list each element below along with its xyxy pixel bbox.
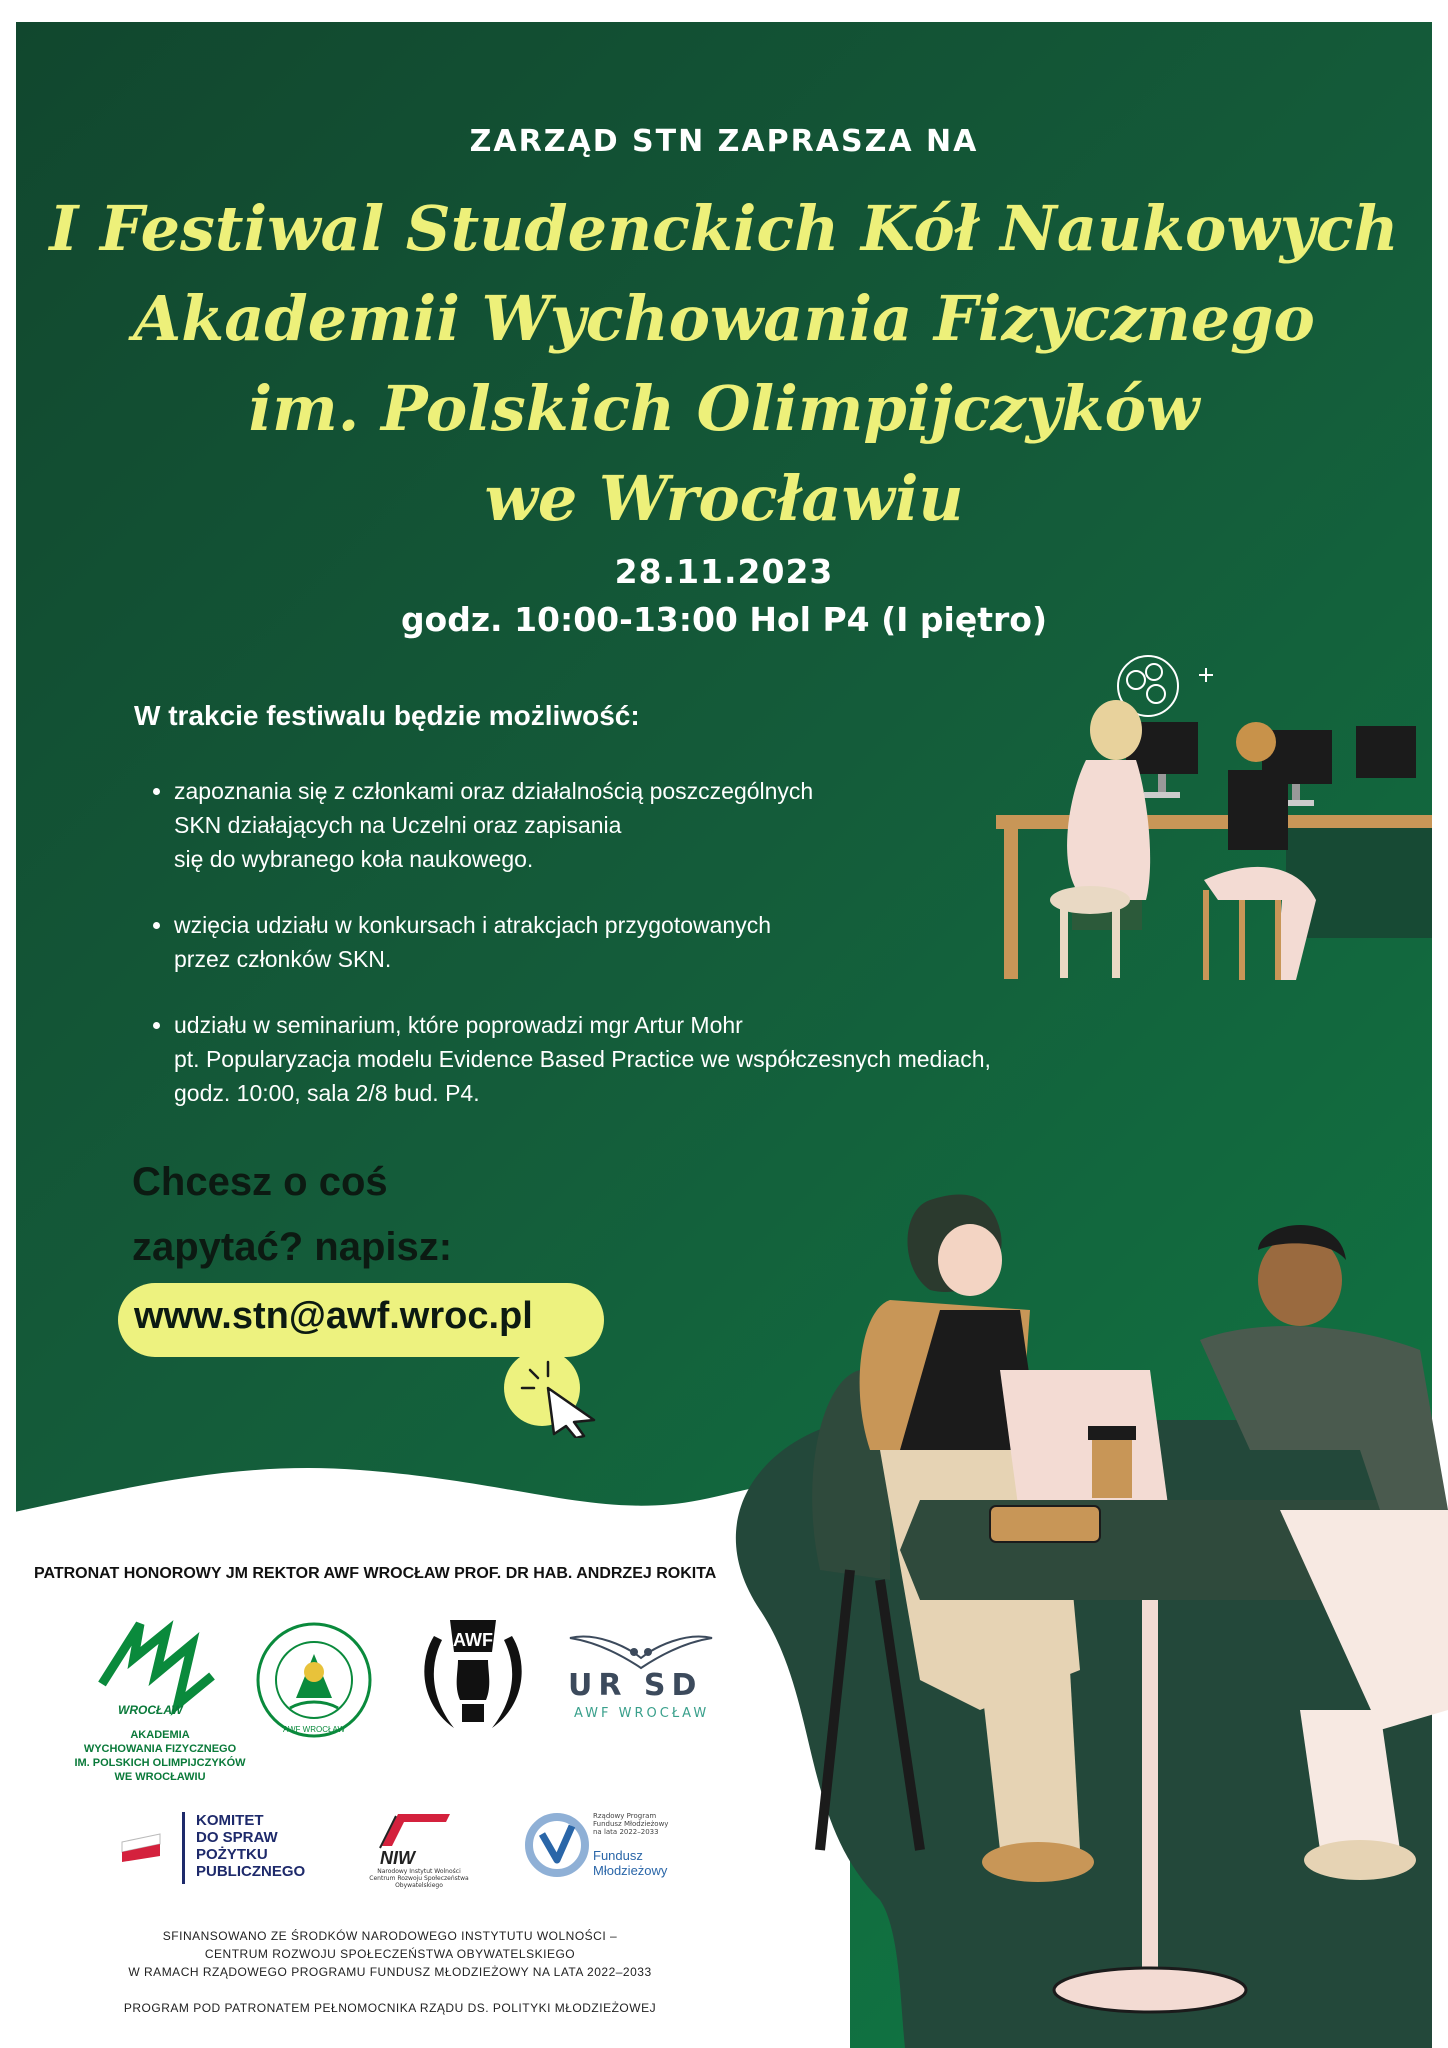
stn-badge-text: AWF WROCŁAW <box>282 1725 346 1734</box>
title-line-4: we Wrocławiu <box>484 462 964 535</box>
students-at-desk-illustration <box>996 650 1432 1000</box>
urssd-logo-sub: AWF WROCŁAW <box>574 1706 710 1721</box>
cafe-table-illustration <box>780 1150 1448 2048</box>
event-date: 28.11.2023 <box>614 552 834 591</box>
stn-logo <box>254 1620 374 1740</box>
email-link[interactable]: www.stn@awf.wroc.pl <box>134 1295 533 1337</box>
fundusz-small-text: Rządowy Program Fundusz Młodzieżowy na lata 2022–2033 <box>593 1812 669 1836</box>
contact-question-line-2: zapytać? napisz: <box>132 1225 453 1269</box>
contact-question-line-1: Chcesz o coś <box>132 1160 388 1204</box>
bullet-item: • wzięcia udziału w konkursach i atrakcjach przygotowanych przez członków SKN. <box>174 908 1074 976</box>
plus-icon <box>1199 668 1213 682</box>
niw-logo: NIW <box>380 1848 415 1868</box>
svg-text:AWF: AWF <box>453 1630 493 1650</box>
fundusz-mlodziezowy-logo <box>524 1812 590 1878</box>
niw-logo-sub: Narodowy Instytut Wolności Centrum Rozwoju Społeczeństwa Obywatelskiego <box>369 1868 469 1889</box>
event-hours: godz. 10:00-13:00 Hol P4 (I piętro) <box>400 600 1048 639</box>
owl-icon <box>566 1628 716 1672</box>
invitation-kicker: ZARZĄD STN ZAPRASZA NA <box>469 124 979 159</box>
title-line-2: Akademii Wychowania Fizycznego <box>133 282 1315 355</box>
title-line-3: im. Polskich Olimpijczyków <box>248 372 1200 445</box>
financing-line-1: SFINANSOWANO ZE ŚRODKÓW NARODOWEGO INSTYTUTU WOLNOŚCI – <box>162 1929 618 1943</box>
bullet-item: • udziału w seminarium, które poprowadzi mgr Artur Mohr pt. Popularyzacja modelu Evidence Based Practice we współczesnych mediach, godz. 10:00, sala 2/8 bud. P4. <box>174 1008 1074 1110</box>
program-patronage: PROGRAM POD PATRONATEM PEŁNOMOCNIKA RZĄDU DS. POLITYKI MŁODZIEŻOWEJ <box>123 2001 657 2015</box>
bullet-list <box>150 774 1074 1142</box>
cursor-click-icon <box>500 1348 606 1438</box>
title-line-1: I Festiwal Studenckich Kół Naukowych <box>49 192 1399 265</box>
komitet-divider <box>182 1812 185 1884</box>
honorary-patronage: PATRONAT HONOROWY JM REKTOR AWF WROCŁAW PROF. DR HAB. ANDRZEJ ROKITA <box>34 1565 717 1582</box>
financing-line-2: CENTRUM ROZWOJU SPOŁECZEŃSTWA OBYWATELSKIEGO <box>204 1947 576 1961</box>
awf-laurel-logo <box>410 1612 536 1740</box>
awf-logo-caption: AKADEMIA WYCHOWANIA FIZYCZNEGO IM. POLSKICH OLIMPIJCZYKÓW WE WROCŁAWIU <box>74 1729 246 1783</box>
komitet-logo: KOMITET DO SPRAW POŻYTKU PUBLICZNEGO <box>196 1812 306 1880</box>
lead-text: W trakcie festiwalu będzie możliwość: <box>134 700 640 731</box>
fundusz-text: Fundusz Młodzieżowy <box>593 1848 668 1878</box>
awf-logo-wordmark: WROCŁAW <box>118 1703 183 1717</box>
urssd-logo: UR SD <box>568 1668 703 1703</box>
flag-icon <box>120 1830 166 1864</box>
awf-logo <box>92 1614 222 1718</box>
bullet-item: • zapoznania się z członkami oraz działalnością poszczególnych SKN działających na Uczelni oraz zapisania się do wybranego koła naukowego. <box>174 774 1074 876</box>
financing-line-3: W RAMACH RZĄDOWEGO PROGRAMU FUNDUSZ MŁODZIEŻOWY NA LATA 2022–2033 <box>128 1965 652 1979</box>
niw-logo-mark <box>376 1810 452 1850</box>
